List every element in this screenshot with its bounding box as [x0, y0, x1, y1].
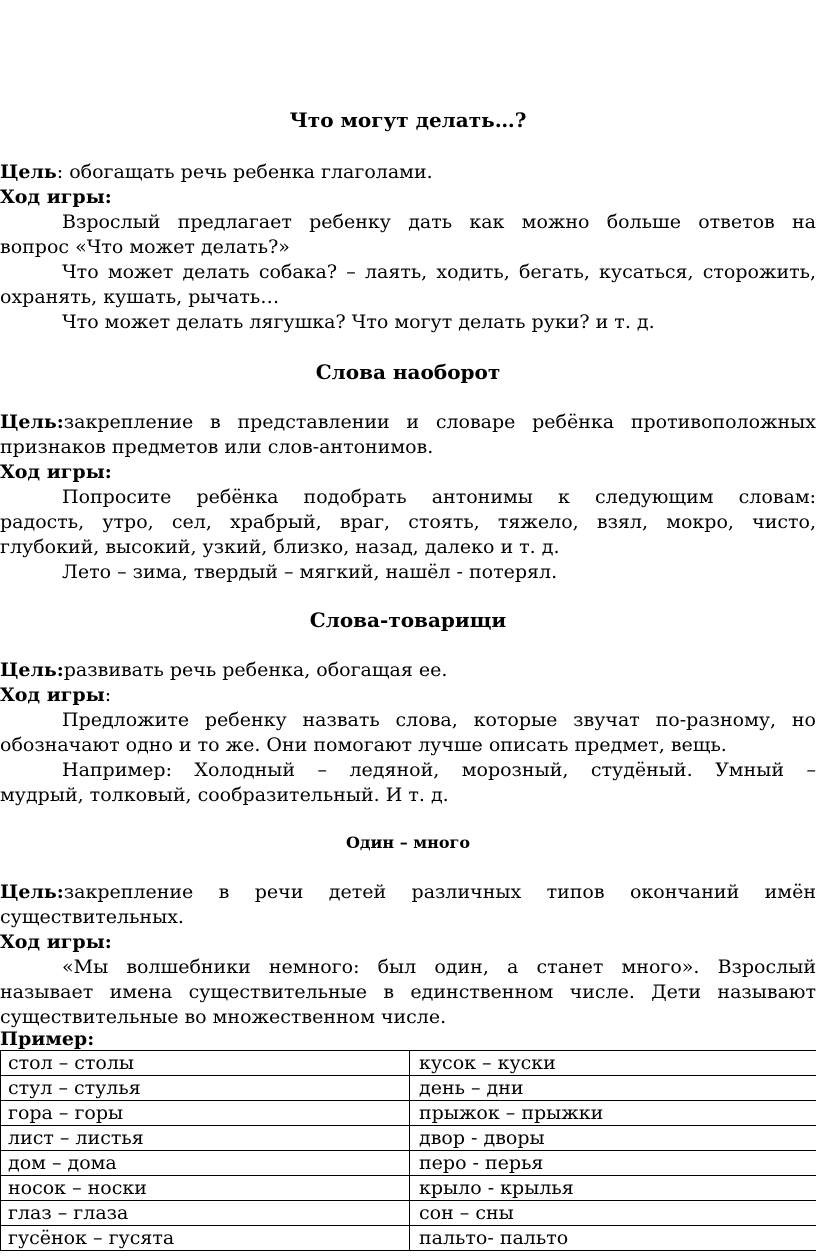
colon: :	[104, 684, 112, 706]
plural-cell: прыжок – прыжки	[410, 1101, 816, 1126]
paragraph-line	[0, 210, 816, 235]
singular-cell: глаз – глаза	[1, 1201, 410, 1226]
singular-cell: стол – столы	[1, 1051, 410, 1076]
goal-label: Цель:	[0, 881, 64, 903]
table-row	[1, 1126, 816, 1151]
paragraph-line: «Мы волшебники немного: был один, а станет много». Взрослый	[62, 956, 816, 978]
paragraph-line: Что может делать собака? – лаять, ходить, бегать, кусаться, сторожить,	[62, 261, 816, 283]
singular-cell: гусёнок – гусята	[1, 1226, 410, 1251]
table-row	[1, 1101, 816, 1126]
goal-text: закрепление в речи детей различных типов окончаний имён	[63, 881, 816, 903]
plural-cell: кусок – куски	[410, 1051, 816, 1076]
paragraph-line: мудрый, толковый, сообразительный. И т. д.	[0, 784, 449, 806]
table-row	[1, 1076, 816, 1101]
paragraph-line: охранять, кушать, рычать…	[0, 286, 280, 308]
paragraph-line: обозначают одно и то же. Они помогают лучше описать предмет, вещь.	[0, 734, 727, 756]
paragraph-line: глубокий, высокий, узкий, близко, назад, далеко и т. д.	[0, 536, 560, 558]
example-label-line	[0, 1027, 816, 1052]
table-row	[1, 1051, 816, 1076]
paragraph-line: признаков предметов или слов-антонимов.	[0, 436, 434, 458]
examples-table	[0, 1050, 816, 1251]
section-title: Слова наоборот	[315, 360, 501, 384]
section-title: Один – много	[345, 833, 471, 852]
paragraph-line: Попросите ребёнка подобрать антонимы к следующим словам:	[62, 486, 816, 508]
paragraph-line: Лето – зима, твердый – мягкий, нашёл - потерял.	[62, 561, 558, 583]
singular-cell: носок – носки	[1, 1176, 410, 1201]
singular-cell: стул – стулья	[1, 1076, 410, 1101]
goal-line	[0, 410, 816, 435]
paragraph-line: называет имена существительные в единственном числе. Дети называют	[0, 981, 816, 1003]
text: Взрослый предлагает ребенку дать как можно больше ответов на	[62, 211, 816, 233]
section-title: Слова-товарищи	[309, 608, 507, 632]
game-label: Ход игры:	[0, 461, 112, 483]
goal-text: развивать речь ребенка, обогащая ее.	[63, 659, 448, 681]
goal-text: : обогащать речь ребенка глаголами.	[56, 161, 433, 183]
paragraph-line: вопрос «Что может делать?»	[0, 236, 290, 258]
table-row	[1, 1201, 816, 1226]
section-title: Что могут делать…?	[289, 108, 527, 132]
game-label-line	[0, 460, 816, 485]
singular-cell: гора – горы	[1, 1101, 410, 1126]
goal-label: Цель:	[0, 411, 64, 433]
goal-text: закрепление в представлении и словаре ребёнка противоположных	[63, 411, 816, 433]
plural-cell: крыло - крылья	[410, 1176, 816, 1201]
game-label-line	[0, 185, 816, 210]
paragraph-line: радость, утро, сел, храбрый, враг, стоять, тяжело, взял, мокро, чисто,	[0, 511, 816, 533]
paragraph-line: Например: Холодный – ледяной, морозный, студёный. Умный –	[62, 759, 816, 781]
goal-line	[0, 880, 816, 905]
plural-cell: пальто- пальто	[410, 1226, 816, 1251]
table-row	[1, 1226, 816, 1251]
goal-label: Цель	[0, 161, 57, 183]
game-label: Ход игры:	[0, 931, 112, 953]
table-row	[1, 1176, 816, 1201]
goal-line	[0, 658, 816, 683]
game-label-line	[0, 683, 816, 708]
plural-cell: день – дни	[410, 1076, 816, 1101]
game-label: Ход игры:	[0, 186, 112, 208]
paragraph-line: Предложите ребенку назвать слова, которые звучат по-разному, но	[62, 709, 816, 731]
singular-cell: дом – дома	[1, 1151, 410, 1176]
goal-line	[0, 160, 816, 185]
table-row	[1, 1151, 816, 1176]
example-label: Пример:	[0, 1028, 95, 1050]
plural-cell: двор - дворы	[410, 1126, 816, 1151]
paragraph-line: Что может делать лягушка? Что могут делать руки? и т. д.	[62, 311, 655, 333]
singular-cell: лист – листья	[1, 1126, 410, 1151]
game-label: Ход игры	[0, 684, 105, 706]
game-label-line	[0, 930, 816, 955]
goal-label: Цель:	[0, 659, 64, 681]
plural-cell: сон – сны	[410, 1201, 816, 1226]
plural-cell: перо - перья	[410, 1151, 816, 1176]
paragraph-line: существительные во множественном числе.	[0, 1006, 447, 1028]
paragraph-line: существительных.	[0, 906, 184, 928]
